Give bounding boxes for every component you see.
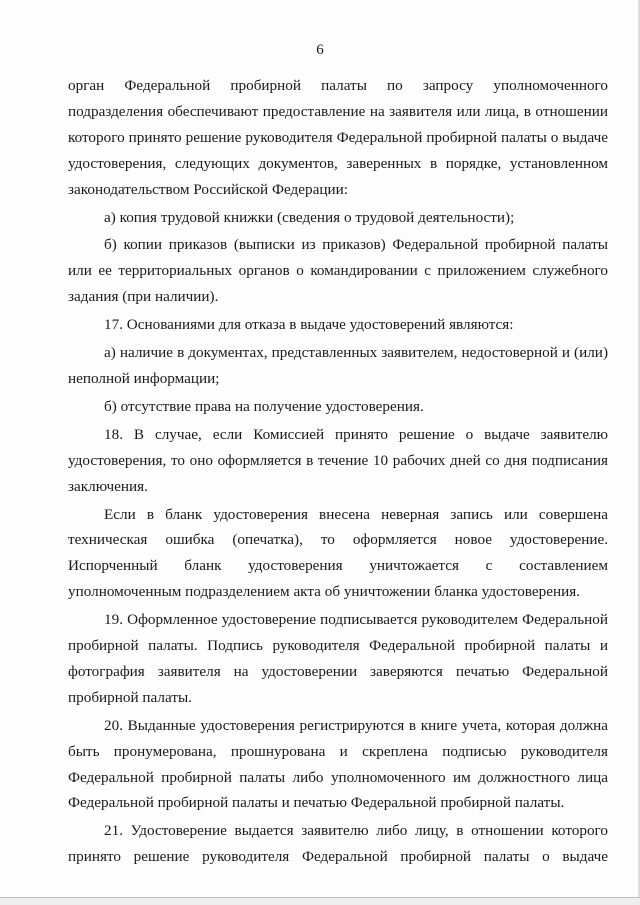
paragraph-18-continued: Если в бланк удостоверения внесена неверная запись или совершена техническая ошибка (опечатка), то оформляется новое удостоверение. Испорченный бланк удостоверения уничтожается с составлением уполномоченным подразделением акта об уничтожении бланка удостоверения. xyxy=(68,505,608,601)
paragraph-item-b-orders: б) копии приказов (выписки из приказов) Федеральной пробирной палаты или ее территориальных органов о командировании с приложением служебного задания (при наличии). xyxy=(68,236,608,306)
paragraph-20: 20. Выданные удостоверения регистрируются в книге учета, которая должна быть пронумерована, прошнурована и скреплена подписью руководителя Федеральной пробирной палаты либо уполномоченного им должностного лица Федеральной пробирной палаты и печатью Федеральной пробирной палаты. xyxy=(68,716,608,812)
paragraph-18: 18. В случае, если Комиссией принято решение о выдаче заявителю удостоверения, то оно оформляется в течение 10 рабочих дней со дня подписания заключения. xyxy=(68,425,608,495)
page-number: 6 xyxy=(316,42,324,58)
document-body xyxy=(68,73,608,870)
paragraph-continuation: орган Федеральной пробирной палаты по запросу уполномоченного подразделения обеспечивают предоставление на заявителя или лица, в отношении которого принято решение руководителя Федеральной пробирной палаты о выдаче удостоверения, следующих документов, заверенных в порядке, установленном законодательством Российской Федерации: xyxy=(68,77,608,198)
paragraph-item-a-work-record: а) копия трудовой книжки (сведения о трудовой деятельности); xyxy=(104,208,515,226)
paragraph-17-item-a: а) наличие в документах, представленных заявителем, недостоверной и (или) неполной информации; xyxy=(68,344,608,387)
paragraph-21: 21. Удостоверение выдается заявителю либо лицу, в отношении которого принято решение руководителя Федеральной пробирной палаты о выдаче xyxy=(68,822,608,866)
scan-edge-bottom xyxy=(0,897,640,905)
paragraph-17: 17. Основаниями для отказа в выдаче удостоверений являются: xyxy=(104,316,514,334)
paragraph-17-item-b: б) отсутствие права на получение удостоверения. xyxy=(104,397,424,415)
paragraph-19: 19. Оформленное удостоверение подписывается руководителем Федеральной пробирной палаты. Подпись руководителя Федеральной пробирной палаты и фотография заявителя на удостоверении заверяются печатью Федеральной пробирной палаты. xyxy=(68,611,608,706)
